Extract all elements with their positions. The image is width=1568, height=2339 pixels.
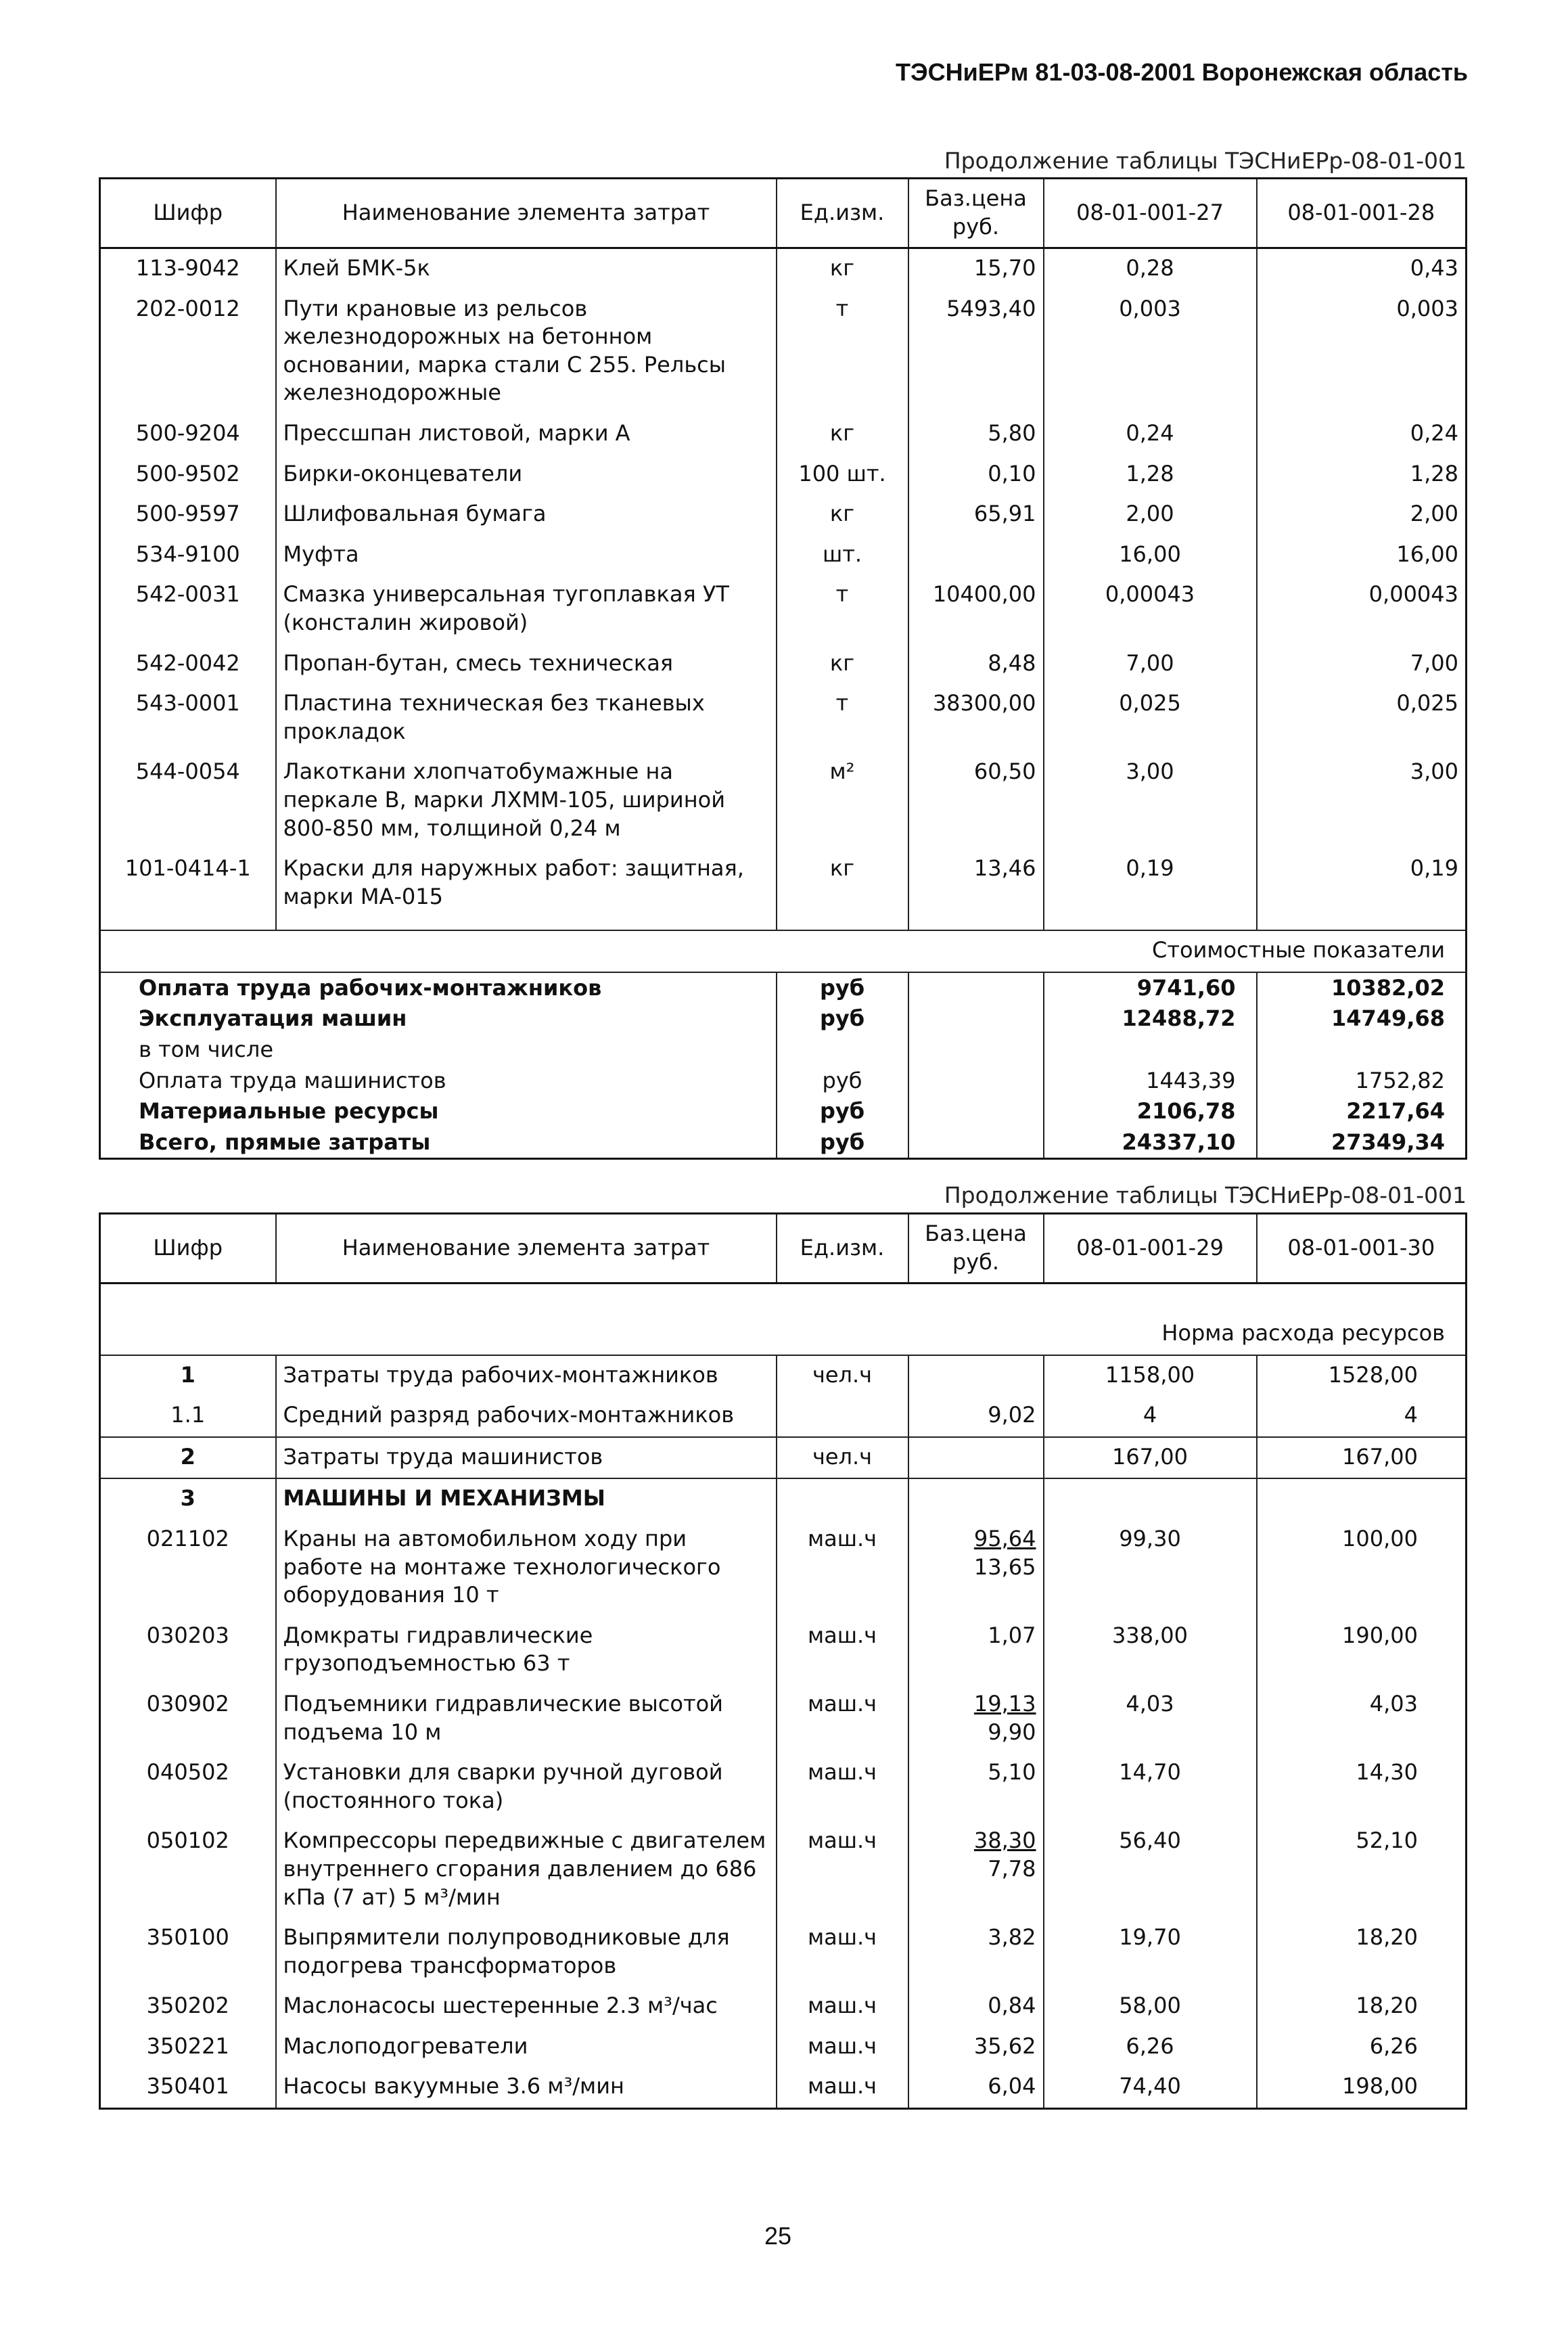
table-row — [100, 575, 1467, 643]
summary-price — [908, 1003, 1044, 1035]
row-price — [908, 1821, 1044, 1918]
table-row — [100, 2027, 1467, 2068]
row-unit: кг — [777, 644, 908, 685]
summary-value-a: 12488,72 — [1044, 1003, 1257, 1035]
page-number: 25 — [764, 2222, 792, 2250]
row-name: Пути крановые из рельсов железнодорожных на бетонном основании, марка стали С 255. Рельсы железнодорожные — [276, 290, 777, 414]
row-code: 500-9204 — [100, 414, 276, 455]
row-price: 10400,00 — [908, 575, 1044, 643]
row-unit: маш.ч — [777, 1918, 908, 1986]
row-name: МАШИНЫ И МЕХАНИЗМЫ — [276, 1478, 777, 1520]
row-name: Затраты труда машинистов — [276, 1437, 777, 1479]
row-value-b: 0,00043 — [1257, 575, 1467, 643]
row-code: 350401 — [100, 2067, 276, 2108]
row-value-a: 0,19 — [1044, 849, 1257, 917]
row-name: Компрессоры передвижные с двигателем внутреннего сгорания давлением до 686 кПа (7 ат) 5 м³/мин — [276, 1821, 777, 1918]
row-unit: маш.ч — [777, 2067, 908, 2108]
summary-row — [100, 1066, 1467, 1097]
row-price: 5,80 — [908, 414, 1044, 455]
col-a-header: 08-01-001-29 — [1044, 1214, 1257, 1284]
summary-unit: руб — [777, 1066, 908, 1097]
row-price — [908, 1685, 1044, 1753]
row-unit: м² — [777, 752, 908, 849]
row-value-b: 14,30 — [1257, 1753, 1467, 1821]
row-value-a — [1044, 1478, 1257, 1520]
table-row — [100, 752, 1467, 849]
col-a-header: 08-01-001-27 — [1044, 179, 1257, 248]
row-price — [908, 1355, 1044, 1396]
table-row — [100, 290, 1467, 414]
row-unit: маш.ч — [777, 1520, 908, 1616]
col-price-header: Баз.цена руб. — [908, 1214, 1044, 1284]
summary-row — [100, 972, 1467, 1004]
row-code: 2 — [100, 1437, 276, 1479]
row-unit: 100 шт. — [777, 455, 908, 495]
table-row — [100, 535, 1467, 576]
row-unit: шт. — [777, 535, 908, 576]
table2 — [99, 1212, 1467, 2110]
row-name: Краски для наружных работ: защитная, марки МА-015 — [276, 849, 777, 917]
row-price: 5493,40 — [908, 290, 1044, 414]
row-value-a: 0,00043 — [1044, 575, 1257, 643]
row-value-b: 1,28 — [1257, 455, 1467, 495]
row-unit: маш.ч — [777, 1685, 908, 1753]
table-row — [100, 1753, 1467, 1821]
spacer-cell — [276, 917, 777, 930]
row-price-main: 6,04 — [988, 2073, 1036, 2099]
section-label: Стоимостные показатели — [100, 930, 1467, 972]
row-value-b: 18,20 — [1257, 1986, 1467, 2027]
row-value-a: 74,40 — [1044, 2067, 1257, 2108]
row-name: Подъемники гидравлические высотой подъема 10 м — [276, 1685, 777, 1753]
summary-price — [908, 1035, 1044, 1066]
table1-header-row — [100, 179, 1467, 248]
row-value-a: 19,70 — [1044, 1918, 1257, 1986]
row-code: 030203 — [100, 1616, 276, 1685]
row-value-a: 58,00 — [1044, 1986, 1257, 2027]
row-value-a: 14,70 — [1044, 1753, 1257, 1821]
summary-price — [908, 1096, 1044, 1127]
table-row — [100, 414, 1467, 455]
summary-name: Оплата труда рабочих-монтажников — [100, 972, 777, 1004]
summary-row — [100, 1003, 1467, 1035]
row-value-a: 4,03 — [1044, 1685, 1257, 1753]
row-price — [908, 1986, 1044, 2027]
row-code: 350202 — [100, 1986, 276, 2027]
row-price — [908, 1437, 1044, 1479]
row-price: 15,70 — [908, 248, 1044, 290]
row-value-a: 3,00 — [1044, 752, 1257, 849]
summary-name: Материальные ресурсы — [100, 1096, 777, 1127]
section-row — [100, 1284, 1467, 1355]
row-name: Маслоподогреватели — [276, 2027, 777, 2068]
row-value-b: 18,20 — [1257, 1918, 1467, 1986]
summary-unit: руб — [777, 1096, 908, 1127]
summary-price — [908, 972, 1044, 1004]
row-name: Средний разряд рабочих-монтажников — [276, 1396, 777, 1437]
row-price — [908, 1478, 1044, 1520]
col-unit-header: Ед.изм. — [777, 179, 908, 248]
row-price-machinist: 13,65 — [973, 1553, 1036, 1580]
col-unit-header: Ед.изм. — [777, 1214, 908, 1284]
summary-value-a: 1443,39 — [1044, 1066, 1257, 1097]
row-code: 543-0001 — [100, 684, 276, 752]
spacer-row — [100, 917, 1467, 930]
row-code: 050102 — [100, 1821, 276, 1918]
row-code: 350100 — [100, 1918, 276, 1986]
table-row — [100, 1616, 1467, 1685]
row-name: Выпрямители полупроводниковые для подогрева трансформаторов — [276, 1918, 777, 1986]
col-b-header: 08-01-001-30 — [1257, 1214, 1467, 1284]
row-price — [908, 2027, 1044, 2068]
row-unit — [777, 1478, 908, 1520]
row-name: Маслонасосы шестеренные 2.3 м³/час — [276, 1986, 777, 2027]
table2-header-row — [100, 1214, 1467, 1284]
row-value-a: 0,24 — [1044, 414, 1257, 455]
spacer-cell — [777, 917, 908, 930]
row-code: 030902 — [100, 1685, 276, 1753]
row-name: Краны на автомобильном ходу при работе на монтаже технологического оборудования 10 т — [276, 1520, 777, 1616]
row-unit: маш.ч — [777, 1986, 908, 2027]
row-price: 0,10 — [908, 455, 1044, 495]
row-value-a: 0,025 — [1044, 684, 1257, 752]
section-label: Норма расхода ресурсов — [100, 1284, 1467, 1355]
row-code: 101-0414-1 — [100, 849, 276, 917]
row-code: 542-0042 — [100, 644, 276, 685]
row-price-main: 38,30 — [973, 1827, 1036, 1854]
row-value-b: 52,10 — [1257, 1821, 1467, 1918]
row-code: 040502 — [100, 1753, 276, 1821]
col-code-header: Шифр — [100, 1214, 276, 1284]
row-value-a: 7,00 — [1044, 644, 1257, 685]
document-header: ТЭСНиЕРм 81-03-08-2001 Воронежская область — [896, 58, 1468, 86]
table1 — [99, 177, 1467, 1160]
row-value-b: 198,00 — [1257, 2067, 1467, 2108]
table-row — [100, 1437, 1467, 1479]
row-unit: чел.ч — [777, 1355, 908, 1396]
table2-caption: Продолжение таблицы ТЭСНиЕРр-08-01-001 — [944, 1182, 1467, 1208]
row-price-main: 0,84 — [988, 1993, 1036, 2019]
row-price-machinist: 9,90 — [988, 1719, 1036, 1745]
row-code: 1.1 — [100, 1396, 276, 1437]
summary-row — [100, 1127, 1467, 1159]
summary-row — [100, 1096, 1467, 1127]
row-price-machinist: 7,78 — [988, 1855, 1036, 1882]
col-code-header: Шифр — [100, 179, 276, 248]
row-name: Муфта — [276, 535, 777, 576]
row-price — [908, 1918, 1044, 1986]
row-name: Домкраты гидравлические грузоподъемностью 63 т — [276, 1616, 777, 1685]
table-row — [100, 1821, 1467, 1918]
row-value-b: 16,00 — [1257, 535, 1467, 576]
row-price — [908, 1396, 1044, 1437]
row-value-a: 2,00 — [1044, 495, 1257, 535]
row-value-b: 4 — [1257, 1396, 1467, 1437]
row-price-main: 95,64 — [973, 1525, 1036, 1551]
row-code: 500-9597 — [100, 495, 276, 535]
col-name-header: Наименование элемента затрат — [276, 179, 777, 248]
row-value-b: 7,00 — [1257, 644, 1467, 685]
row-value-a: 167,00 — [1044, 1437, 1257, 1479]
row-name: Пропан-бутан, смесь техническая — [276, 644, 777, 685]
row-unit: кг — [777, 495, 908, 535]
row-unit: маш.ч — [777, 1821, 908, 1918]
row-value-b: 100,00 — [1257, 1520, 1467, 1616]
table-row — [100, 1918, 1467, 1986]
summary-unit: руб — [777, 1003, 908, 1035]
row-value-a: 0,28 — [1044, 248, 1257, 290]
row-price: 8,48 — [908, 644, 1044, 685]
row-price-main: 9,02 — [988, 1402, 1036, 1428]
summary-value-b — [1257, 1035, 1467, 1066]
row-code: 350221 — [100, 2027, 276, 2068]
row-value-b — [1257, 1478, 1467, 1520]
row-value-a: 1,28 — [1044, 455, 1257, 495]
row-unit — [777, 1396, 908, 1437]
row-code: 3 — [100, 1478, 276, 1520]
table-row — [100, 1478, 1467, 1520]
table-row — [100, 644, 1467, 685]
table-row — [100, 849, 1467, 917]
row-price-main: 35,62 — [973, 2033, 1036, 2059]
row-value-b: 0,24 — [1257, 414, 1467, 455]
summary-value-b: 14749,68 — [1257, 1003, 1467, 1035]
row-value-a: 0,003 — [1044, 290, 1257, 414]
row-value-b: 190,00 — [1257, 1616, 1467, 1685]
row-value-b: 0,003 — [1257, 290, 1467, 414]
row-name: Шлифовальная бумага — [276, 495, 777, 535]
row-name: Затраты труда рабочих-монтажников — [276, 1355, 777, 1396]
summary-name: в том числе — [100, 1035, 777, 1066]
row-price-main: 3,82 — [988, 1924, 1036, 1951]
table-row — [100, 2067, 1467, 2108]
row-price: 65,91 — [908, 495, 1044, 535]
row-price-main: 1,07 — [988, 1622, 1036, 1648]
row-price — [908, 1753, 1044, 1821]
row-unit: т — [777, 290, 908, 414]
row-price: 38300,00 — [908, 684, 1044, 752]
row-unit: маш.ч — [777, 1616, 908, 1685]
section-row — [100, 930, 1467, 972]
row-name: Бирки-оконцеватели — [276, 455, 777, 495]
row-value-b: 1528,00 — [1257, 1355, 1467, 1396]
summary-unit: руб — [777, 1127, 908, 1159]
row-value-a: 16,00 — [1044, 535, 1257, 576]
summary-price — [908, 1127, 1044, 1159]
row-value-b: 3,00 — [1257, 752, 1467, 849]
row-code: 534-9100 — [100, 535, 276, 576]
table-row — [100, 1685, 1467, 1753]
row-value-a: 338,00 — [1044, 1616, 1257, 1685]
summary-unit: руб — [777, 972, 908, 1004]
summary-name: Всего, прямые затраты — [100, 1127, 777, 1159]
row-unit: маш.ч — [777, 1753, 908, 1821]
spacer-cell — [1044, 917, 1257, 930]
summary-value-a — [1044, 1035, 1257, 1066]
summary-price — [908, 1066, 1044, 1097]
row-code: 544-0054 — [100, 752, 276, 849]
summary-value-a: 2106,78 — [1044, 1096, 1257, 1127]
row-price-main: 5,10 — [988, 1759, 1036, 1786]
row-name: Лакоткани хлопчатобумажные на перкале В, марки ЛХММ-105, шириной 800-850 мм, толщиной 0,24 м — [276, 752, 777, 849]
row-name: Насосы вакуумные 3.6 м³/мин — [276, 2067, 777, 2108]
table-row — [100, 495, 1467, 535]
row-price — [908, 2067, 1044, 2108]
row-code: 113-9042 — [100, 248, 276, 290]
row-value-b: 0,19 — [1257, 849, 1467, 917]
col-price-header: Баз.цена руб. — [908, 179, 1044, 248]
row-unit: кг — [777, 248, 908, 290]
row-value-b: 0,025 — [1257, 684, 1467, 752]
row-code: 1 — [100, 1355, 276, 1396]
row-value-b: 167,00 — [1257, 1437, 1467, 1479]
summary-value-b: 10382,02 — [1257, 972, 1467, 1004]
row-unit: маш.ч — [777, 2027, 908, 2068]
row-value-a: 56,40 — [1044, 1821, 1257, 1918]
row-value-a: 4 — [1044, 1396, 1257, 1437]
summary-value-b: 27349,34 — [1257, 1127, 1467, 1159]
table-row — [100, 684, 1467, 752]
summary-value-a: 9741,60 — [1044, 972, 1257, 1004]
summary-value-a: 24337,10 — [1044, 1127, 1257, 1159]
row-code: 202-0012 — [100, 290, 276, 414]
row-price — [908, 1616, 1044, 1685]
row-price — [908, 535, 1044, 576]
row-unit: т — [777, 684, 908, 752]
row-unit: кг — [777, 414, 908, 455]
table-row — [100, 1986, 1467, 2027]
row-value-b: 4,03 — [1257, 1685, 1467, 1753]
table-row — [100, 455, 1467, 495]
row-price: 13,46 — [908, 849, 1044, 917]
row-name: Прессшпан листовой, марки А — [276, 414, 777, 455]
summary-row — [100, 1035, 1467, 1066]
spacer-cell — [908, 917, 1044, 930]
row-value-b: 6,26 — [1257, 2027, 1467, 2068]
row-value-a: 6,26 — [1044, 2027, 1257, 2068]
row-code: 500-9502 — [100, 455, 276, 495]
row-name: Клей БМК-5к — [276, 248, 777, 290]
table-row — [100, 1355, 1467, 1396]
row-unit: чел.ч — [777, 1437, 908, 1479]
table1-caption: Продолжение таблицы ТЭСНиЕРр-08-01-001 — [944, 147, 1467, 174]
summary-name: Эксплуатация машин — [100, 1003, 777, 1035]
summary-unit — [777, 1035, 908, 1066]
row-name: Пластина техническая без тканевых прокладок — [276, 684, 777, 752]
spacer-cell — [1257, 917, 1467, 930]
row-unit: кг — [777, 849, 908, 917]
summary-value-b: 2217,64 — [1257, 1096, 1467, 1127]
row-value-a: 99,30 — [1044, 1520, 1257, 1616]
row-value-b: 2,00 — [1257, 495, 1467, 535]
row-value-a: 1158,00 — [1044, 1355, 1257, 1396]
row-price: 60,50 — [908, 752, 1044, 849]
row-price-main: 19,13 — [973, 1690, 1036, 1717]
col-b-header: 08-01-001-28 — [1257, 179, 1467, 248]
row-price — [908, 1520, 1044, 1616]
summary-value-b: 1752,82 — [1257, 1066, 1467, 1097]
summary-name: Оплата труда машинистов — [100, 1066, 777, 1097]
row-code: 542-0031 — [100, 575, 276, 643]
row-code: 021102 — [100, 1520, 276, 1616]
table-row — [100, 248, 1467, 290]
table-row — [100, 1520, 1467, 1616]
col-name-header: Наименование элемента затрат — [276, 1214, 777, 1284]
row-name: Смазка универсальная тугоплавкая УТ (консталин жировой) — [276, 575, 777, 643]
row-value-b: 0,43 — [1257, 248, 1467, 290]
table-row — [100, 1396, 1467, 1437]
row-unit: т — [777, 575, 908, 643]
row-name: Установки для сварки ручной дуговой (постоянного тока) — [276, 1753, 777, 1821]
spacer-cell — [100, 917, 276, 930]
